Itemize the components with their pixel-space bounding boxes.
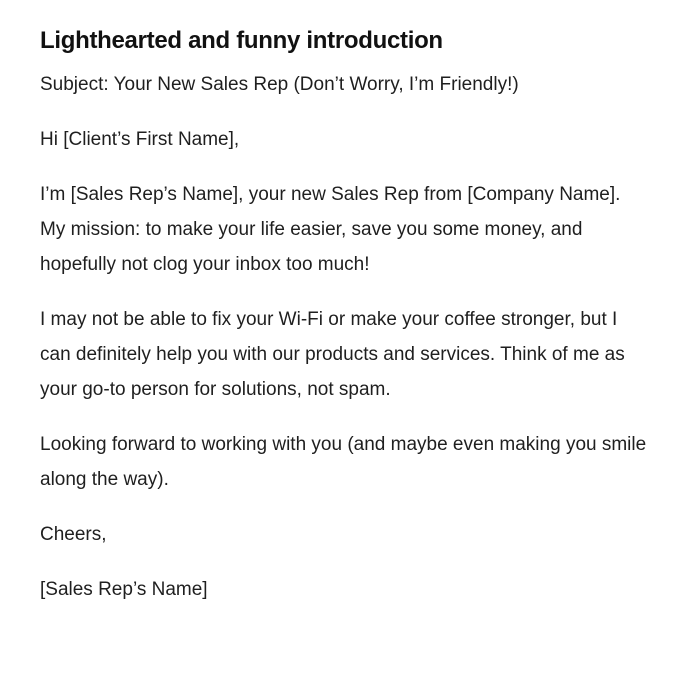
email-greeting: Hi [Client’s First Name], bbox=[40, 129, 240, 150]
document-title: Lighthearted and funny introduction bbox=[40, 27, 443, 54]
email-paragraph-3: Looking forward to working with you (and maybe even making you smile along the way). bbox=[40, 434, 647, 490]
email-paragraph-1: I’m [Sales Rep’s Name], your new Sales Rep from [Company Name]. My mission: to make your life easier, save you some money, and hopefully not clog your inbox too much! bbox=[40, 184, 621, 275]
email-subject: Subject: Your New Sales Rep (Don’t Worry, I’m Friendly!) bbox=[40, 74, 519, 95]
email-paragraph-2: I may not be able to fix your Wi-Fi or make your coffee stronger, but I can definitely help you with our products and services. Think of me as your go-to person for solutions, not spam. bbox=[40, 309, 625, 400]
document-body bbox=[40, 24, 650, 627]
email-signature: [Sales Rep’s Name] bbox=[40, 579, 208, 600]
email-closing: Cheers, bbox=[40, 524, 107, 545]
